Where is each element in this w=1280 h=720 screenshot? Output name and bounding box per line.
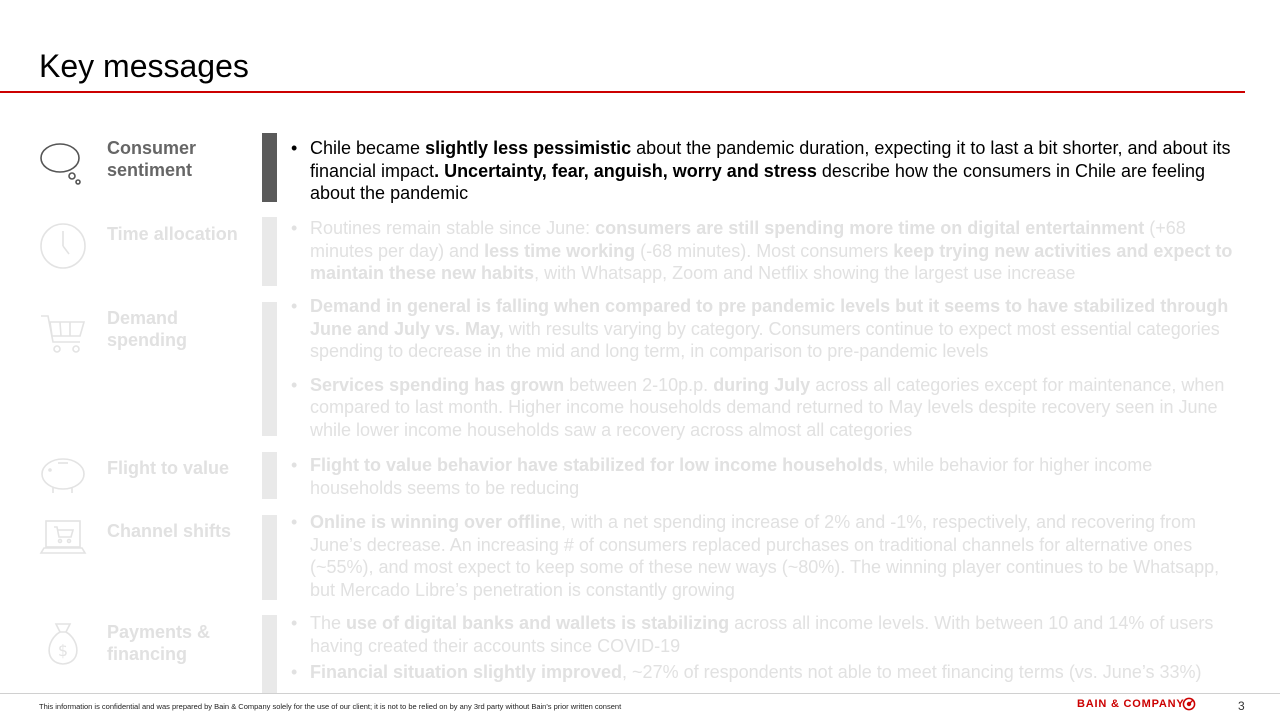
bullet-item: • Services spending has grown between 2-10p.p. during July across all categories except for maintenance, when compared to last month. Higher income households demand returned to May levels despite recovery seen in June while lower income households saw a recovery across almost all categories — [291, 374, 1246, 442]
confidentiality-disclaimer: This information is confidential and was prepared by Bain & Company solely for the use of our client; it is not to be relied on by any 3rd party without Bain's prior written consent — [39, 702, 622, 711]
bullet-item: • Chile became slightly less pessimistic about the pandemic duration, expecting it to last a bit shorter, and about its financial impact. Uncertainty, fear, anguish, worry and stress describe how the consumers in Chile are feeling about the pandemic — [291, 137, 1246, 205]
bullet-item: • The use of digital banks and wallets is stabilizing across all income levels. With between 10 and 14% of users having created their accounts since COVID-19 — [291, 612, 1246, 657]
section-indicator-bar — [262, 615, 277, 693]
page-number: 3 — [1238, 699, 1245, 713]
title-divider — [0, 91, 1245, 93]
bullet-item: • Online is winning over offline, with a net spending increase of 2% and -1%, respectively, and recovering from June’s decrease. An increasing # of consumers replaced purchases on traditional channels for alternative ones (~55%), and most expect to keep some of these new ways (~80%). The winning player continues to be Whatsapp, but Mercado Libre’s penetration is constantly growing — [291, 511, 1246, 601]
section-label: Consumer sentiment — [107, 138, 197, 180]
section-indicator-bar — [262, 133, 277, 202]
section-label: Demand spending — [107, 308, 187, 350]
bullet-list — [291, 295, 1246, 441]
bullet-list — [291, 137, 1246, 205]
bullet-item: • Demand in general is falling when compared to pre pandemic levels but it seems to have stabilized through June and July vs. May, with results varying by category. Consumers continue to expect most essential categories spending to decrease in the mid and long term, in comparison to pre-pandemic levels — [291, 295, 1246, 363]
section-indicator-bar — [262, 302, 277, 436]
bullet-list — [291, 511, 1246, 601]
section-label: Payments & financing — [107, 622, 211, 664]
bain-logo-mark-icon — [1182, 697, 1196, 711]
svg-text:$: $ — [57, 641, 69, 660]
footer-divider — [0, 693, 1280, 694]
page-title: Key messages — [39, 48, 249, 84]
bullet-list — [291, 612, 1246, 684]
shopping-cart-icon — [38, 308, 88, 358]
section-label: Flight to value — [107, 458, 230, 478]
clock-icon — [38, 221, 88, 271]
speech-bubble-icon — [38, 138, 88, 188]
bullet-item: • Flight to value behavior have stabilized for low income households, while behavior for higher income households seems to be reducing — [291, 454, 1246, 499]
piggy-bank-icon — [38, 449, 88, 499]
bullet-list — [291, 217, 1246, 285]
section-indicator-bar — [262, 515, 277, 600]
section-indicator-bar — [262, 217, 277, 286]
bullet-list — [291, 454, 1246, 499]
money-bag-icon — [38, 618, 88, 668]
section-label: Time allocation — [107, 224, 238, 244]
bain-logo-text: BAIN & COMPANY — [1077, 698, 1185, 710]
bullet-item: • Financial situation slightly improved, ~27% of respondents not able to meet financing terms (vs. June’s 33%) — [291, 661, 1246, 684]
section-indicator-bar — [262, 452, 277, 499]
section-label: Channel shifts — [107, 521, 232, 541]
laptop-cart-icon — [38, 515, 88, 565]
bullet-item: • Routines remain stable since June: consumers are still spending more time on digital entertainment (+68 minutes per day) and less time working (-68 minutes). Most consumers keep trying new activities and expect to maintain these new habits, with Whatsapp, Zoom and Netflix showing the largest use increase — [291, 217, 1246, 285]
